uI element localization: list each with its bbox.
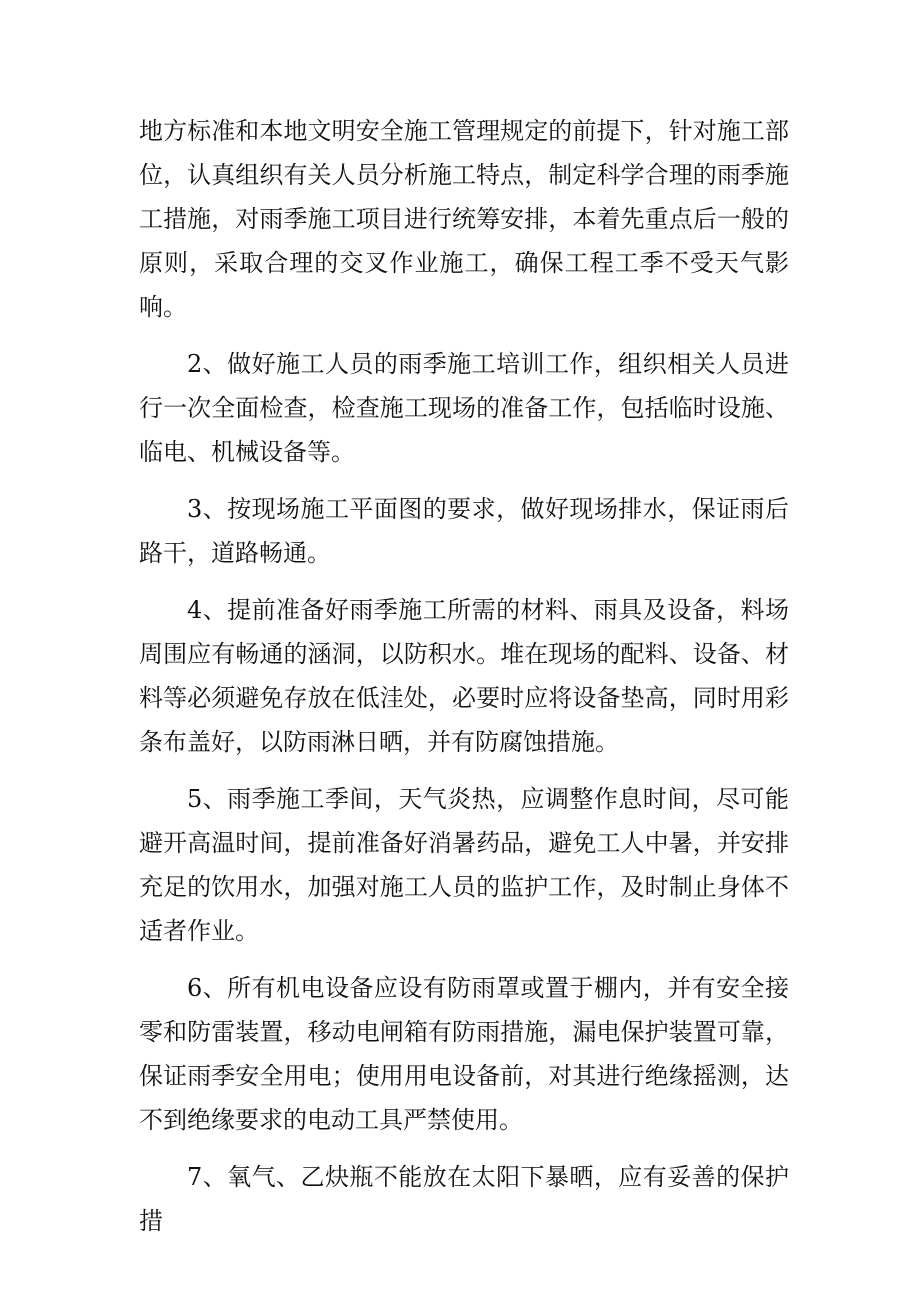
paragraph-item-6: 6、所有机电设备应设有防雨罩或置于棚内，并有安全接零和防雷装置，移动电闸箱有防雨措施，漏电保护装置可靠，保证雨季安全用电；使用用电设备前，对其进行绝缘摇测，达不到绝缘要求的电动工具严禁使用。	[139, 974, 789, 1134]
paragraph-item-2: 2、做好施工人员的雨季施工培训工作，组织相关人员进行一次全面检查，检查施工现场的准备工作，包括临时设施、临电、机械设备等。	[139, 350, 789, 466]
paragraph-item-5: 5、雨季施工季间，天气炎热，应调整作息时间，尽可能避开高温时间，提前准备好消暑药品，避免工人中暑，并安排充足的饮用水，加强对施工人员的监护工作，及时制止身体不适者作业。	[139, 785, 789, 945]
paragraph-continued: 地方标准和本地文明安全施工管理规定的前提下，针对施工部位，认真组织有关人员分析施工特点，制定科学合理的雨季施工措施，对雨季施工项目进行统筹安排，本着先重点后一般的原则，采取合理的交叉作业施工，确保工程工季不受天气影响。	[139, 117, 789, 321]
document-body	[139, 109, 789, 1256]
paragraph-item-3: 3、按现场施工平面图的要求，做好现场排水，保证雨后路干，道路畅通。	[139, 495, 789, 567]
paragraph-item-4: 4、提前准备好雨季施工所需的材料、雨具及设备，料场周围应有畅通的涵洞，以防积水。堆在现场的配料、设备、材料等必须避免存放在低洼处，必要时应将设备垫高，同时用彩条布盖好，以防雨淋日晒，并有防腐蚀措施。	[139, 596, 789, 756]
paragraph-item-7: 7、氧气、乙炔瓶不能放在太阳下暴晒，应有妥善的保护措	[139, 1163, 789, 1235]
